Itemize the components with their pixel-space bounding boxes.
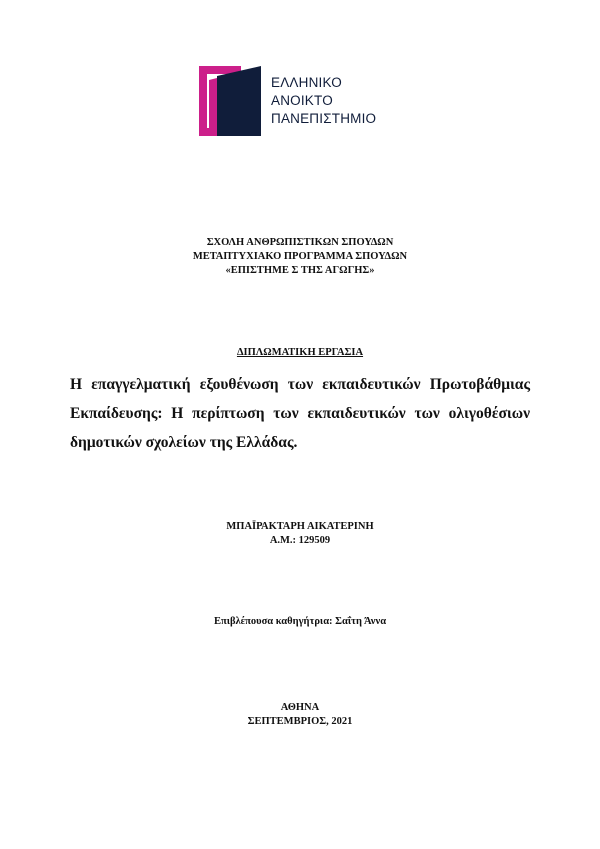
- thesis-title: Η επαγγελματική εξουθένωση των εκπαιδευτικών Πρωτοβάθμιας Εκπαίδευσης: Η περίπτωση των εκπαιδευτικών των ολιγοθέσιων δημοτικών σχολείων της Ελλάδας.: [70, 376, 530, 451]
- program-specialization: «ΕΠΙΣΤΗΜΕ Σ ΤΗΣ ΑΓΩΓΗΣ»: [225, 265, 375, 276]
- supervisor: Επιβλέπουσα καθηγήτρια: Σαΐτη Άννα: [213, 616, 387, 627]
- city: ΑΘΗΝΑ: [280, 702, 320, 713]
- logo-line-3: ΠΑΝΕΠΙΣΤΗΜΙΟ: [271, 111, 377, 126]
- author-name: ΜΠΑΪΡΑΚΤΑΡΗ ΑΙΚΑΤΕΡΙΝΗ: [226, 521, 374, 532]
- date: ΣΕΠΤΕΜΒΡΙΟΣ, 2021: [247, 716, 353, 727]
- author-block: [0, 520, 600, 548]
- university-logo: [195, 62, 395, 142]
- school-block: [0, 236, 600, 278]
- school-name: ΣΧΟΛΗ ΑΝΘΡΩΠΙΣΤΙΚΩΝ ΣΠΟΥΔΩΝ: [206, 237, 394, 248]
- place-date-block: [0, 701, 600, 729]
- thesis-label: ΔΙΠΛΩΜΑΤΙΚΗ ΕΡΓΑΣΙΑ: [236, 347, 364, 358]
- logo-wordmark: [271, 74, 376, 128]
- registration-number: Α.Μ.: 129509: [269, 535, 331, 546]
- logo-emblem-icon: [195, 62, 271, 142]
- logo-line-2: ΑΝΟΙΚΤΟ: [271, 93, 333, 108]
- logo-line-1: ΕΛΛΗΝΙΚΟ: [271, 75, 342, 90]
- program-name: ΜΕΤΑΠΤΥΧΙΑΚΟ ΠΡΟΓΡΑΜΜΑ ΣΠΟΥΔΩΝ: [192, 251, 408, 262]
